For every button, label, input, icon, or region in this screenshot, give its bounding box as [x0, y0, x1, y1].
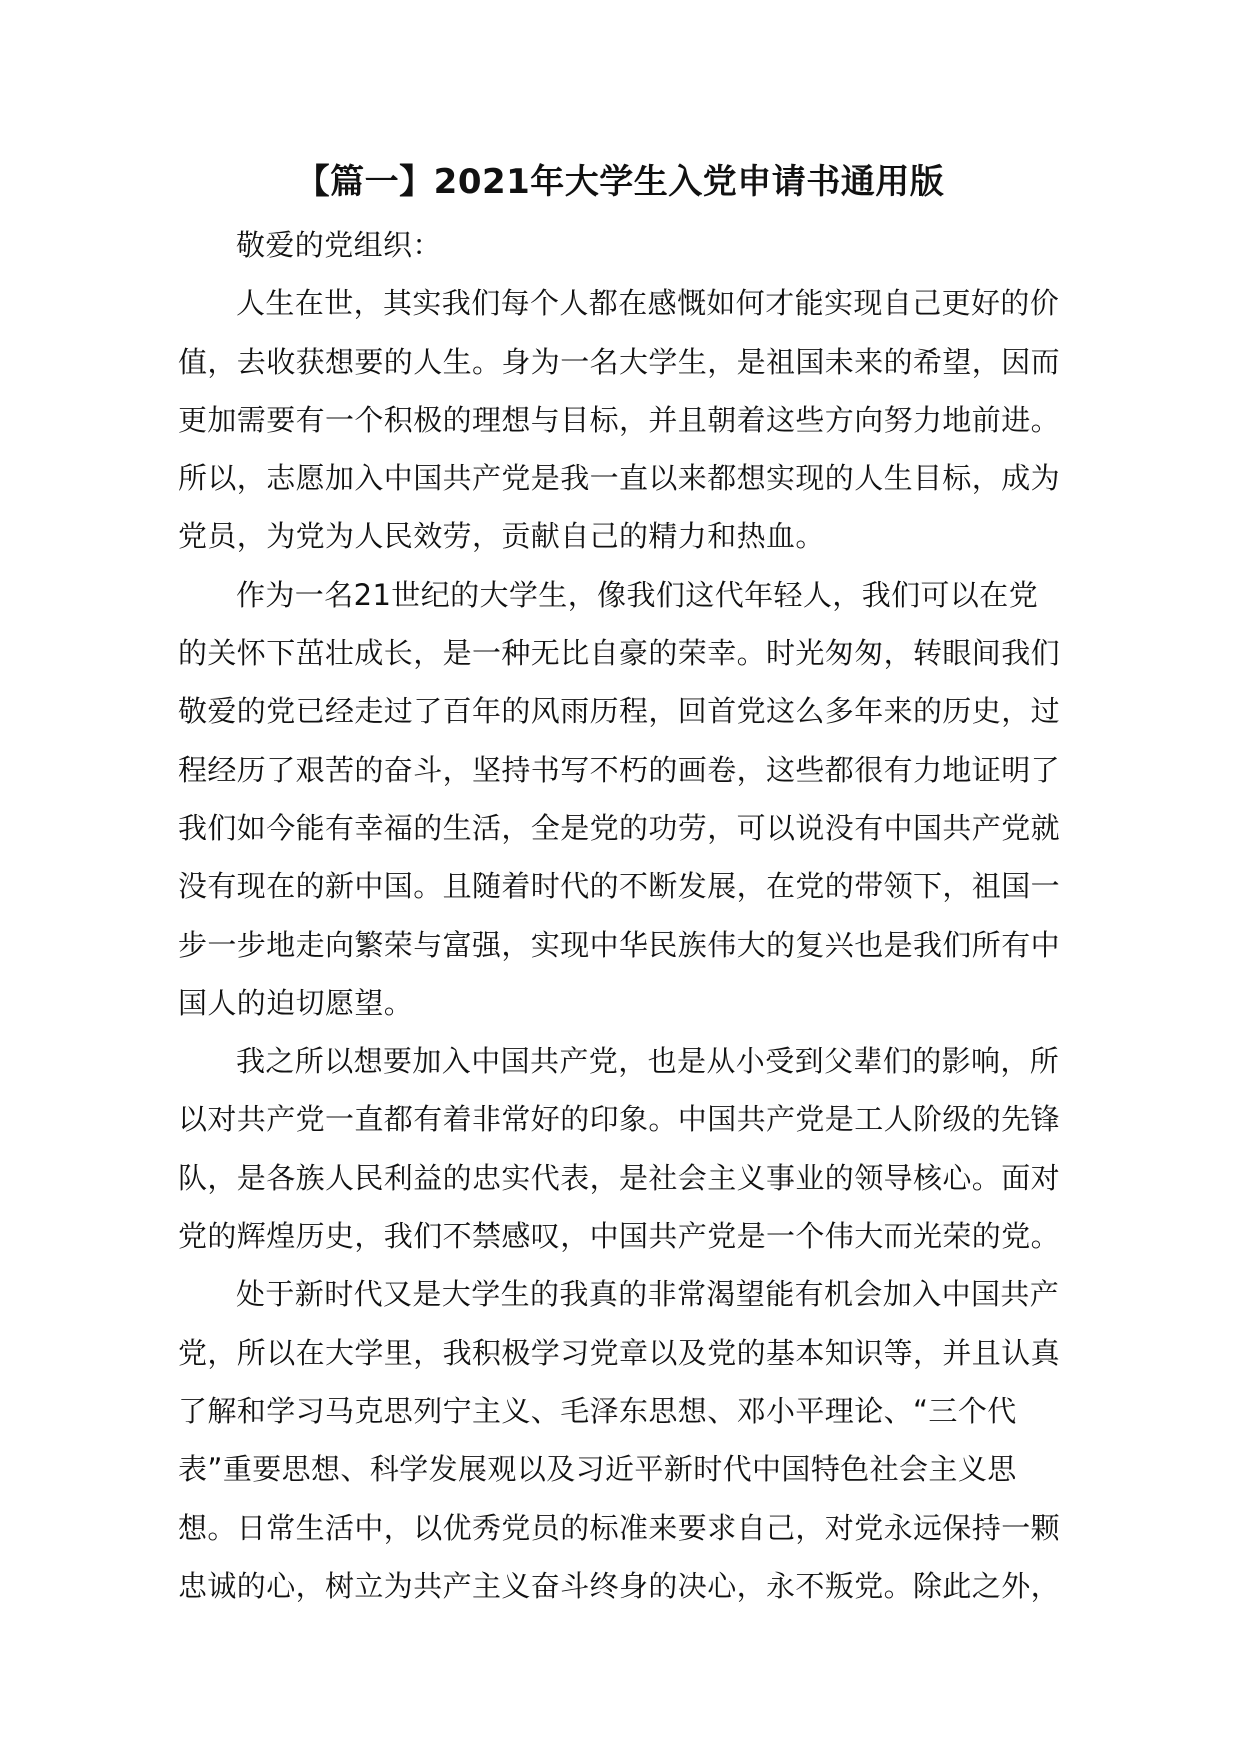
text-line: 所以，志愿加入中国共产党是我一直以来都想实现的人生目标，成为	[178, 461, 1061, 496]
text-line: 想。日常生活中，以优秀党员的标准来要求自己，对党永远保持一颗	[178, 1510, 1061, 1545]
text-line: 敬爱的党组织：	[236, 228, 442, 262]
document-title: 【篇一】2021年大学生入党申请书通用版	[295, 162, 945, 202]
text-line: 忠诚的心，树立为共产主义奋斗终身的决心，永不叛党。除此之外，	[178, 1568, 1061, 1603]
text-line: 人生在世，其实我们每个人都在感慨如何才能实现自己更好的价	[236, 286, 1060, 321]
text-line: 作为一名21世纪的大学生，像我们这代年轻人，我们可以在党	[236, 577, 1039, 612]
text-line: 敬爱的党已经走过了百年的风雨历程，回首党这么多年来的历史，过	[178, 694, 1061, 729]
text-line: 没有现在的新中国。且随着时代的不断发展，在党的带领下，祖国一	[178, 869, 1061, 904]
paragraph-2	[178, 566, 1063, 1032]
text-line: 国人的迫切愿望。	[178, 985, 414, 1020]
text-line: 程经历了艰苦的奋斗，坚持书写不朽的画卷，这些都很有力地证明了	[178, 752, 1061, 787]
text-line: 了解和学习马克思列宁主义、毛泽东思想、邓小平理论、“三个代	[178, 1393, 1017, 1428]
text-line: 处于新时代又是大学生的我真的非常渴望能有机会加入中国共产	[236, 1277, 1060, 1312]
salutation	[178, 216, 1063, 274]
text-line: 的关怀下茁壮成长，是一种无比自豪的荣幸。时光匆匆，转眼间我们	[178, 636, 1061, 671]
text-line: 表”重要思想、科学发展观以及习近平新时代中国特色社会主义思	[178, 1452, 1017, 1487]
text-line: 党员，为党为人民效劳，贡献自己的精力和热血。	[178, 519, 825, 554]
paragraph-3	[178, 1032, 1063, 1265]
text-line: 值，去收获想要的人生。身为一名大学生，是祖国未来的希望，因而	[178, 344, 1061, 379]
document-body	[178, 216, 1063, 1615]
text-line: 以对共产党一直都有着非常好的印象。中国共产党是工人阶级的先锋	[178, 1102, 1061, 1137]
paragraph-4	[178, 1265, 1063, 1615]
paragraph-1	[178, 274, 1063, 565]
text-line: 党的辉煌历史，我们不禁感叹，中国共产党是一个伟大而光荣的党。	[178, 1219, 1061, 1254]
text-line: 我之所以想要加入中国共产党，也是从小受到父辈们的影响，所	[236, 1044, 1060, 1079]
text-line: 我们如今能有幸福的生活，全是党的功劳，可以说没有中国共产党就	[178, 810, 1061, 845]
text-line: 党，所以在大学里，我积极学习党章以及党的基本知识等，并且认真	[178, 1335, 1061, 1370]
text-line: 步一步地走向繁荣与富强，实现中华民族伟大的复兴也是我们所有中	[178, 927, 1061, 962]
text-line: 队，是各族人民利益的忠实代表，是社会主义事业的领导核心。面对	[178, 1160, 1061, 1195]
text-line: 更加需要有一个积极的理想与目标，并且朝着这些方向努力地前进。	[178, 402, 1061, 437]
